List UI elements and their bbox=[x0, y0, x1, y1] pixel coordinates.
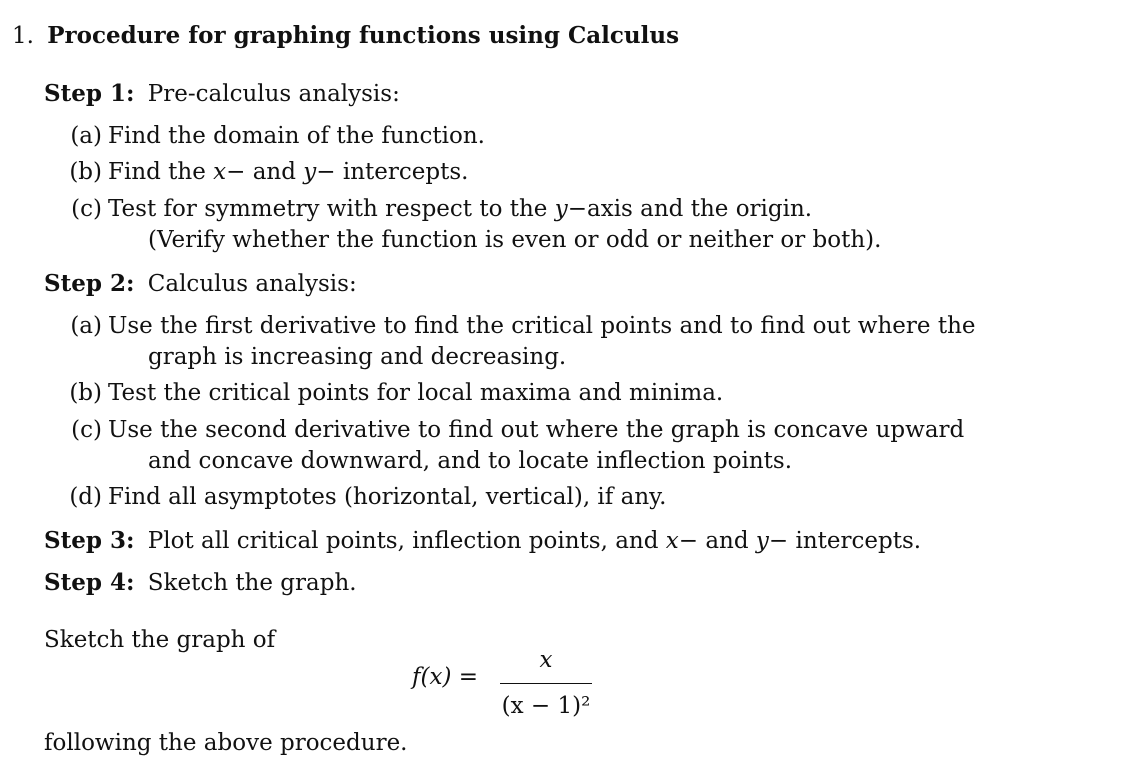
item-label: (c) bbox=[71, 196, 102, 222]
var-x: x bbox=[213, 159, 227, 185]
step-1-item-b bbox=[56, 157, 468, 188]
item-text: Use the second derivative to find out where the graph is concave upward bbox=[108, 417, 965, 443]
step-4 bbox=[44, 567, 357, 599]
step-2-text: Calculus analysis: bbox=[147, 271, 357, 297]
step-1-item-c bbox=[56, 194, 812, 225]
item-label: (b) bbox=[69, 380, 102, 406]
sketch-outro: following the above procedure. bbox=[44, 730, 408, 756]
item-label: (b) bbox=[69, 159, 102, 185]
step-3-text-mid: − and bbox=[678, 528, 756, 554]
step-1-item-c-line2: (Verify whether the function is even or odd or neither or both). bbox=[148, 227, 882, 253]
item-label: (a) bbox=[70, 313, 102, 339]
function-equation bbox=[412, 645, 602, 719]
item-text: Test the critical points for local maxima and minima. bbox=[108, 380, 724, 406]
step-2 bbox=[44, 268, 357, 300]
item-text: Find all asymptotes (horizontal, vertical), if any. bbox=[108, 484, 667, 510]
equation-lhs: f(x) = bbox=[412, 664, 479, 690]
step-1-text: Pre-calculus analysis: bbox=[147, 81, 400, 107]
step-4-label: Step 4: bbox=[44, 569, 135, 596]
item-text-post: − intercepts. bbox=[316, 159, 469, 185]
section-title: Procedure for graphing functions using Calculus bbox=[47, 22, 680, 49]
section-heading bbox=[12, 20, 679, 52]
step-2-item-b bbox=[56, 378, 723, 409]
step-1 bbox=[44, 78, 400, 110]
item-text-mid: − and bbox=[226, 159, 304, 185]
section-number: 1. bbox=[12, 23, 34, 49]
step-3-label: Step 3: bbox=[44, 527, 135, 554]
step-2-item-c-line2: and concave downward, and to locate inflection points. bbox=[148, 448, 793, 474]
var-y: y bbox=[554, 196, 568, 222]
item-text: Use the first derivative to find the critical points and to find out where the bbox=[108, 313, 976, 339]
fraction-numerator: x bbox=[539, 647, 553, 673]
var-y: y bbox=[303, 159, 317, 185]
step-2-item-c bbox=[56, 415, 964, 446]
step-3-text-post: − intercepts. bbox=[768, 528, 922, 554]
equation-fraction bbox=[500, 645, 592, 719]
item-text-pre: Test for symmetry with respect to the bbox=[108, 196, 555, 222]
step-3 bbox=[44, 525, 921, 557]
fraction-bar bbox=[500, 683, 592, 684]
item-text-post: −axis and the origin. bbox=[567, 196, 813, 222]
step-1-item-a bbox=[56, 121, 485, 152]
step-2-item-a bbox=[56, 311, 976, 342]
item-label: (c) bbox=[71, 417, 102, 443]
item-label: (d) bbox=[69, 484, 102, 510]
step-2-item-a-line2: graph is increasing and decreasing. bbox=[148, 344, 567, 370]
step-2-label: Step 2: bbox=[44, 270, 135, 297]
step-4-text: Sketch the graph. bbox=[147, 570, 357, 596]
var-y: y bbox=[755, 528, 769, 554]
step-3-text-pre: Plot all critical points, inflection points, and bbox=[147, 528, 666, 554]
item-text: Find the domain of the function. bbox=[108, 123, 485, 149]
fraction-denominator: (x − 1)² bbox=[501, 693, 591, 719]
step-1-label: Step 1: bbox=[44, 80, 135, 107]
var-x: x bbox=[665, 528, 679, 554]
item-text-pre: Find the bbox=[108, 159, 214, 185]
item-label: (a) bbox=[70, 123, 102, 149]
step-2-item-d bbox=[56, 482, 666, 513]
sketch-intro: Sketch the graph of bbox=[44, 627, 276, 653]
